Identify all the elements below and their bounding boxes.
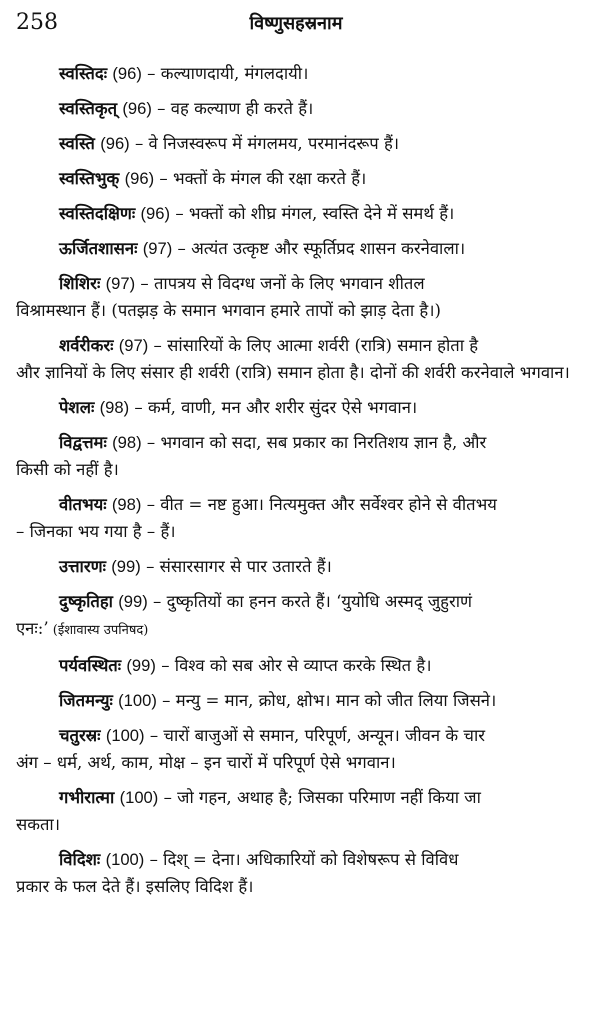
entry-term: गभीरात्मा: [59, 787, 115, 807]
entry-term: स्वस्ति: [59, 133, 95, 153]
entry-text: – अत्यंत उत्कृष्ट और स्फूर्तिप्रद शासन करनेवाला।: [172, 239, 466, 258]
entry-term: स्वस्तिदक्षिणः: [59, 203, 136, 223]
entry: [16, 491, 576, 545]
entry: [16, 722, 576, 776]
entry-text: – वीत = नष्ट हुआ। नित्यमुक्त और सर्वेश्वर होने से वीतभय: [141, 495, 497, 514]
entry-text: – भगवान को सदा, सब प्रकार का निरतिशय ज्ञान है, और: [141, 433, 487, 452]
entry-term: जितमन्युः: [59, 690, 113, 710]
entry-term: पेशलः: [59, 397, 95, 417]
entry-text: – तापत्रय से विदग्ध जनों के लिए भगवान शीतल: [135, 274, 425, 293]
entry: [16, 687, 576, 714]
entry-number: (98): [111, 495, 142, 514]
entry-term: स्वस्तिदः: [59, 63, 108, 83]
entry-text: – दुष्कृतियों का हनन करते हैं। ‘युयोधि अस्मद् जुहुराणं: [147, 592, 473, 611]
entry: [16, 553, 576, 580]
entry: [16, 235, 576, 262]
entry-text: – सांसारियों के लिए आत्मा शर्वरी (रात्रि) समान होता है: [148, 336, 479, 355]
entry-number: (98): [112, 433, 142, 452]
entry-list: [16, 60, 576, 900]
entry-term: पर्यवस्थितः: [59, 655, 122, 675]
entry-number: (100): [118, 691, 157, 710]
entry-text: – भक्तों को शीघ्र मंगल, स्वस्ति देने में समर्थ हैं।: [170, 204, 455, 223]
entry-number: (96): [140, 204, 171, 223]
source-citation: (ईशावास्य उपनिषद): [48, 623, 149, 638]
entry-number: (96): [100, 134, 130, 153]
entry-text: – वह कल्याण ही करते हैं।: [151, 99, 314, 118]
entry-term: ऊर्जितशासनः: [59, 238, 138, 258]
entry-term: शिशिरः: [59, 273, 101, 293]
entry-number: (98): [99, 398, 130, 417]
entry: [16, 130, 576, 157]
entry-text: – जो गहन, अथाह है; जिसका परिमाण नहीं किया जा: [158, 788, 481, 807]
entry-term: विद्वत्तमः: [59, 432, 107, 452]
entry-text: – चारों बाजुओं से समान, परिपूर्ण, अन्यून। जीवन के चार: [144, 726, 486, 745]
entry-continuation: अंग – धर्म, अर्थ, काम, मोक्ष – इन चारों में परिपूर्ण ऐसे भगवान।: [16, 753, 396, 772]
entry: [16, 652, 576, 679]
entry-number: (99): [111, 557, 141, 576]
entry-text: – विश्व को सब ओर से व्याप्त करके स्थित है।: [155, 656, 432, 675]
entry-continuation: विश्रामस्थान हैं। (पतझड़ के समान भगवान हमारे तापों को झाड़ देता है।): [16, 301, 441, 320]
entry-number: (99): [118, 592, 148, 611]
entry: [16, 60, 576, 87]
entry: [16, 588, 576, 644]
running-title: विष्णुसहस्रनाम: [249, 13, 343, 34]
entry: [16, 394, 576, 421]
entry-continuation: और ज्ञानियों के लिए संसार ही शर्वरी (रात्रि) समान होता है। दोनों की शर्वरी करनेवाले भगवान।: [16, 363, 570, 382]
page-header: [16, 8, 576, 44]
entry-continuation: – जिनका भय गया है – हैं।: [16, 522, 176, 541]
entry-term: दुष्कृतिहा: [59, 591, 113, 611]
entry-text: – कर्म, वाणी, मन और शरीर सुंदर ऐसे भगवान।: [129, 398, 418, 417]
entry-continuation: सकता।: [16, 815, 61, 834]
entry-number: (96): [112, 64, 142, 83]
entry-number: (100): [119, 788, 159, 807]
entry-term: स्वस्तिभुक्: [59, 168, 120, 188]
entry-term: विदिशः: [59, 849, 101, 869]
entry: [16, 429, 576, 483]
entry-continuation: एनः:’: [16, 619, 49, 638]
entry-number: (99): [126, 656, 156, 675]
entry: [16, 846, 576, 900]
entry-text: – संसारसागर से पार उतारते हैं।: [140, 557, 332, 576]
entry: [16, 270, 576, 324]
page-number: 258: [16, 10, 58, 35]
entry-term: स्वस्तिकृत्: [59, 98, 118, 118]
entry: [16, 332, 576, 386]
entry-text: – भक्तों के मंगल की रक्षा करते हैं।: [154, 169, 367, 188]
entry-continuation: किसी को नहीं है।: [16, 460, 119, 479]
entry-term: वीतभयः: [59, 494, 107, 514]
entry: [16, 95, 576, 122]
entry-term: चतुरस्रः: [59, 725, 101, 745]
entry: [16, 165, 576, 192]
entry-text: – दिश् = देना। अधिकारियों को विशेषरूप से विविध: [144, 850, 459, 869]
entry-number: (100): [105, 726, 145, 745]
entry-number: (96): [122, 99, 152, 118]
entry-text: – कल्याणदायी, मंगलदायी।: [141, 64, 309, 83]
entry: [16, 200, 576, 227]
entry-term: शर्वरीकरः: [59, 335, 114, 355]
entry-number: (97): [105, 274, 136, 293]
entry-term: उत्तारणः: [59, 556, 106, 576]
entry-number: (96): [124, 169, 155, 188]
entry-text: – मन्यु = मान, क्रोध, क्षोभ। मान को जीत लिया जिसने।: [156, 691, 497, 710]
entry-text: – वे निजस्वरूप में मंगलमय, परमानंदरूप हैं।: [129, 134, 400, 153]
entry-number: (97): [118, 336, 149, 355]
entry: [16, 784, 576, 838]
entry-number: (100): [105, 850, 145, 869]
entry-number: (97): [142, 239, 173, 258]
entry-continuation: प्रकार के फल देते हैं। इसलिए विदिश हैं।: [16, 877, 254, 896]
